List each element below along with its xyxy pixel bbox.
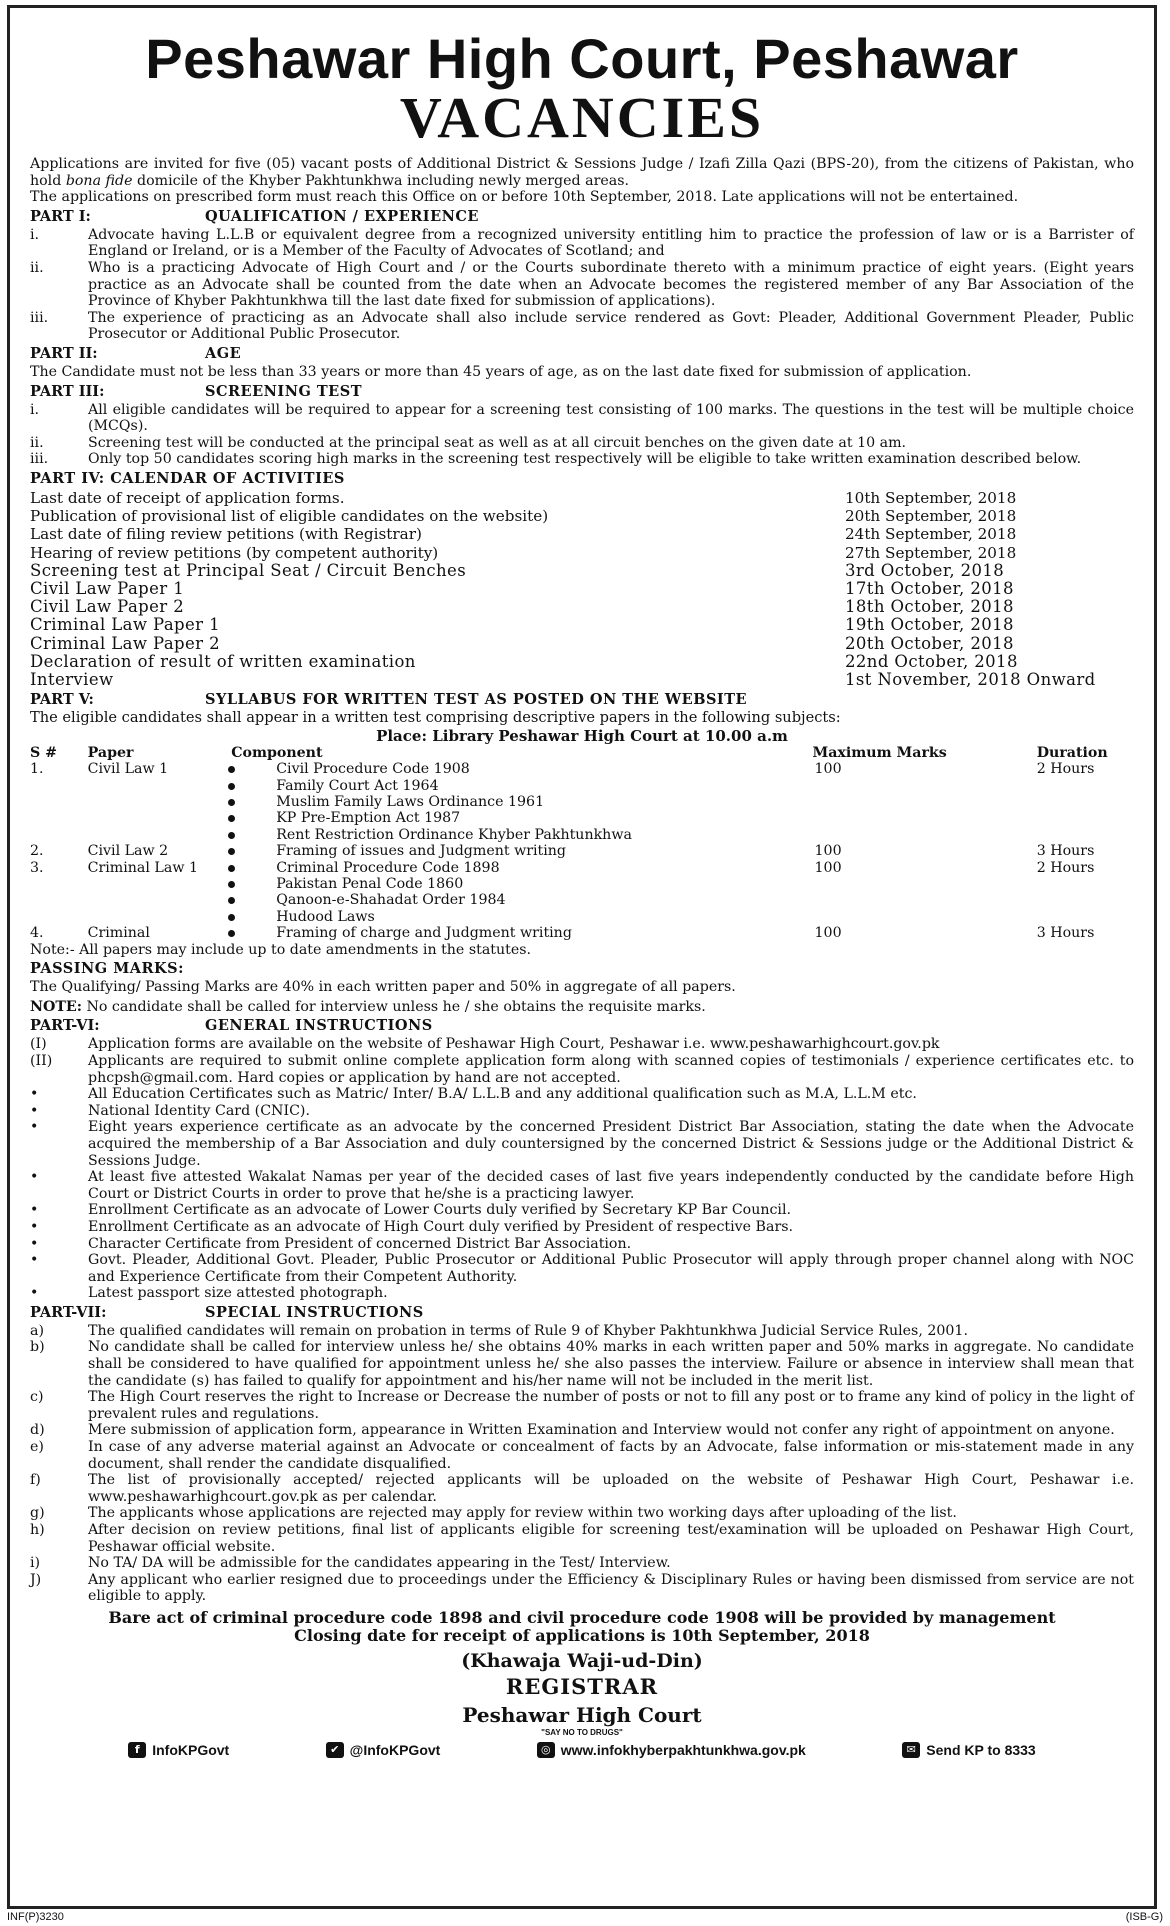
exam-place: Place: Library Peshawar High Court at 10.00 a.m (376, 726, 788, 745)
facebook-link[interactable]: f InfoKPGovt (128, 1742, 229, 1758)
calendar-date: 20th October, 2018 (845, 633, 1014, 653)
list-item (30, 402, 1134, 435)
list-marker: g) (30, 1505, 45, 1522)
syllabus-component: Muslim Family Laws Ordinance 1961 (276, 793, 545, 810)
list-text: No candidate shall be called for interview unless he/ she obtains 40% marks in each written paper and 50% marks in aggregate. No candidate shall be considered to have qualified for appointment unless he/ she also passes the interview. Failure or absence in interview shall mean that the candidate (s) has failed to qualify for appointment and his/her name will not be included in the merit list. (88, 1339, 1134, 1389)
calendar-row (30, 598, 1134, 616)
calendar-activity: Interview (30, 669, 114, 689)
syllabus-duration: 3 Hours (1036, 843, 1095, 860)
bullet-cell (228, 843, 276, 859)
calendar-date: 24th September, 2018 (845, 525, 1017, 544)
syllabus-marks (813, 909, 1037, 925)
part2-text: The Candidate must not be less than 33 years or more than 45 years of age, as on the last date fixed for submission of application. (30, 363, 972, 380)
list-marker: f) (30, 1472, 41, 1489)
calendar-activity: Criminal Law Paper 1 (30, 615, 221, 635)
list-text: The qualified candidates will remain on probation in terms of Rule 9 of Khyber Pakhtunkhwa Judicial Service Rules, 2001. (88, 1322, 968, 1339)
list-marker: ii. (30, 434, 44, 451)
syllabus-sno (30, 909, 88, 925)
calendar-date: 27th September, 2018 (845, 543, 1017, 562)
list-text: All Education Certificates such as Matric/ Inter/ B.A/ L.L.B and any additional qualification such as M.A, L.L.M etc. (88, 1086, 917, 1103)
bullet-cell (228, 909, 276, 925)
syllabus-duration (1037, 909, 1140, 925)
part3-list (30, 402, 1134, 468)
advertisement-page (7, 5, 1157, 1909)
syllabus-sno: 1. (30, 761, 44, 778)
syllabus-sno (30, 778, 88, 794)
list-marker: • (30, 1086, 39, 1103)
syllabus-sno (30, 794, 88, 810)
bullet-icon (228, 832, 235, 839)
bullet-cell (228, 925, 276, 941)
list-text: Govt. Pleader, Additional Govt. Pleader, Public Prosecutor or Additional Public Prosecutor will apply through proper channel along with NOC and Experience Certificate from their Competent Authority. (88, 1252, 1134, 1285)
calendar-row (30, 616, 1134, 634)
list-text: The experience of practicing as an Advocate shall also include service rendered as Govt: Pleader, Additional Government Pleader, Public Prosecutor or Additional Public Prosecutor. (88, 309, 1134, 343)
calendar-row (30, 525, 1134, 543)
list-text: Any applicant who earlier resigned due to proceedings under the Efficiency & Disciplinary Rules or having been dismissed from service are not eligible to apply. (88, 1571, 1134, 1605)
list-item (30, 1219, 1134, 1236)
bullet-cell (228, 761, 276, 777)
syllabus-table (30, 745, 1140, 942)
calendar-row (30, 580, 1134, 598)
bullet-icon (228, 865, 235, 872)
intro-paragraph: Applications are invited for five (05) vacant posts of Additional District & Sessions Judge / Izafi Zilla Qazi (BPS-20), from the citizens of Pakistan, who hold bona fide domicile of the Khyber Pakhtunkhwa including newly merged areas. (30, 156, 1134, 189)
list-marker: iii. (30, 451, 49, 468)
sms-icon: ✉ (902, 1742, 920, 1758)
list-item (30, 1252, 1134, 1285)
part3-heading: PART III: SCREENING TEST (30, 382, 362, 400)
syllabus-component: Hudood Laws (276, 908, 375, 925)
syllabus-paper (88, 909, 229, 925)
part1-heading: PART I: QUALIFICATION / EXPERIENCE (30, 207, 479, 225)
syllabus-component: Qanoon-e-Shahadat Order 1984 (276, 892, 506, 909)
col-duration: Duration (1036, 744, 1108, 761)
website-link[interactable]: ◎ www.infokhyberpakhtunkhwa.gov.pk (537, 1742, 806, 1758)
closing-date: Closing date for receipt of applications is 10th September, 2018 (294, 1625, 870, 1645)
syllabus-paper (88, 778, 229, 794)
part6-heading: PART-VI: GENERAL INSTRUCTIONS (30, 1017, 433, 1035)
list-marker: d) (30, 1422, 45, 1439)
part6-list (30, 1036, 1134, 1302)
list-item (30, 1036, 1134, 1053)
list-item (30, 1169, 1134, 1202)
part1-list (30, 227, 1134, 343)
calendar-activity: Publication of provisional list of eligible candidates on the website) (30, 507, 549, 526)
list-text: At least five attested Wakalat Namas per year of the decided cases of last five years independently conducted by the candidate before High Court or District Courts in order to prove that he/she is a practicing lawyer. (88, 1169, 1134, 1202)
list-item (30, 1572, 1134, 1605)
list-marker: • (30, 1252, 39, 1269)
syllabus-marks (813, 778, 1037, 794)
syllabus-marks: 100 (814, 859, 842, 876)
syllabus-marks (813, 810, 1037, 826)
syllabus-sno: 4. (30, 925, 44, 942)
syllabus-paper: Civil Law 1 (87, 761, 169, 778)
bullet-icon (228, 881, 235, 888)
list-item (30, 1285, 1134, 1302)
list-text: The High Court reserves the right to Increase or Decrease the number of posts or not to fill any post or to frame any kind of policy in the light of prevalent rules and regulations. (88, 1389, 1134, 1422)
syllabus-marks: 100 (814, 761, 842, 778)
bullet-icon (228, 897, 235, 904)
calendar-date: 10th September, 2018 (845, 488, 1017, 507)
syllabus-row (30, 860, 1140, 876)
bullet-cell (228, 810, 276, 826)
bullet-icon (228, 783, 235, 790)
list-marker: J) (30, 1571, 42, 1588)
calendar-row (30, 653, 1134, 671)
syllabus-sno: 2. (30, 843, 44, 860)
slogan: "SAY NO TO DRUGS" (541, 1727, 623, 1737)
syllabus-paper: Criminal (87, 925, 150, 942)
syllabus-paper: Civil Law 2 (87, 843, 169, 860)
calendar-row (30, 544, 1134, 562)
list-marker: b) (30, 1339, 45, 1356)
syllabus-paper (88, 892, 229, 908)
syllabus-duration: 3 Hours (1036, 925, 1095, 942)
syllabus-component: Civil Procedure Code 1908 (276, 761, 470, 778)
syllabus-row (30, 778, 1140, 794)
syllabus-component: Framing of issues and Judgment writing (276, 843, 567, 860)
list-marker: • (30, 1235, 39, 1252)
list-text: Advocate having L.L.B or equivalent degree from a recognized university entitling him to practice the profession of law or is a Barrister of England or Ireland, or is a Member of the Faculty of Advocates of Scotland; and (88, 226, 1134, 260)
list-marker: (I) (30, 1036, 47, 1053)
bullet-cell (228, 778, 276, 794)
social-links (80, 1742, 1084, 1758)
list-item (30, 1472, 1134, 1505)
syllabus-paper (88, 827, 229, 843)
calendar-activity: Last date of filing review petitions (with Registrar) (30, 525, 422, 544)
syllabus-marks: 100 (814, 925, 842, 942)
syllabus-component: KP Pre-Emption Act 1987 (276, 810, 461, 827)
calendar-row (30, 562, 1134, 580)
syllabus-duration (1037, 794, 1140, 810)
syllabus-duration (1037, 876, 1140, 892)
list-marker: i. (30, 401, 40, 418)
calendar-date: 1st November, 2018 Onward (845, 669, 1096, 689)
bare-act-note: Bare act of criminal procedure code 1898 and civil procedure code 1908 will be provided by management (108, 1607, 1056, 1627)
list-text: Enrollment Certificate as an advocate of Lower Courts duly verified by Secretary KP Bar Council. (88, 1202, 792, 1219)
list-text: In case of any adverse material against an Advocate or concealment of facts by an Advocate, false information or mis-statement made in any document, shall render the candidate disqualified. (88, 1439, 1134, 1472)
list-marker: i) (30, 1555, 41, 1572)
syllabus-row (30, 892, 1140, 908)
list-text: The list of provisionally accepted/ rejected applicants will be uploaded on the website of Peshawar High Court, Peshawar i.e. www.peshawarhighcourt.gov.pk as per calendar. (88, 1472, 1134, 1505)
syllabus-paper (88, 794, 229, 810)
list-item (30, 310, 1134, 343)
syllabus-marks: 100 (814, 843, 842, 860)
list-text: Enrollment Certificate as an advocate of High Court duly verified by President of respective Bars. (88, 1218, 794, 1235)
list-item (30, 260, 1134, 310)
list-marker: • (30, 1102, 39, 1119)
list-marker: • (30, 1285, 39, 1302)
list-item (30, 1389, 1134, 1422)
list-marker: h) (30, 1522, 45, 1539)
part7-list (30, 1323, 1134, 1605)
part5-heading: PART V: SYLLABUS FOR WRITTEN TEST AS POSTED ON THE WEBSITE (30, 691, 748, 709)
syllabus-sno: 3. (30, 859, 44, 876)
list-marker: a) (30, 1322, 44, 1339)
syllabus-row (30, 810, 1140, 826)
syllabus-marks (813, 892, 1037, 908)
list-text: Latest passport size attested photograph. (88, 1285, 388, 1302)
calendar-activity: Hearing of review petitions (by competent authority) (30, 543, 439, 562)
list-marker: (II) (30, 1052, 53, 1069)
syllabus-marks (813, 827, 1037, 843)
syllabus-row (30, 925, 1140, 941)
list-item (30, 1422, 1134, 1439)
calendar-date: 17th October, 2018 (845, 578, 1014, 598)
list-marker: • (30, 1119, 39, 1136)
twitter-icon: ✔ (326, 1742, 344, 1758)
list-item (30, 435, 1134, 452)
col-sno: S # (30, 744, 58, 761)
calendar-date: 3rd October, 2018 (845, 560, 1005, 580)
page-title: Peshawar High Court, Peshawar (145, 27, 1019, 90)
list-item (30, 1323, 1134, 1340)
syllabus-duration (1037, 810, 1140, 826)
list-item (30, 1053, 1134, 1086)
facebook-icon: f (128, 1742, 146, 1758)
syllabus-paper (88, 810, 229, 826)
syllabus-component: Family Court Act 1964 (276, 777, 439, 794)
list-text: Applicants are required to submit online complete application form along with scanned copies of testimonials / experience certificates etc. to phcpsh@gmail.com. Hard copies or application by hand are not accepted. (88, 1052, 1134, 1086)
calendar-date: 18th October, 2018 (845, 597, 1014, 617)
list-text: Application forms are available on the website of Peshawar High Court, Peshawar i.e. www.peshawarhighcourt.gov.pk (88, 1036, 940, 1053)
syllabus-component: Criminal Procedure Code 1898 (276, 859, 500, 876)
col-component: Component (231, 744, 323, 761)
syllabus-header-row (30, 745, 1140, 761)
footer-codes (7, 1911, 1163, 1923)
calendar-row (30, 489, 1134, 507)
calendar-row (30, 635, 1134, 653)
calendar-row (30, 507, 1134, 525)
calendar-activity: Civil Law Paper 2 (30, 597, 185, 617)
twitter-link[interactable]: ✔ @InfoKPGovt (326, 1742, 441, 1758)
intro-deadline: The applications on prescribed form must reach this Office on or before 10th September, 2018. Late applications will not be entertained. (30, 189, 1019, 206)
syllabus-component: Rent Restriction Ordinance Khyber Pakhtunkhwa (276, 826, 632, 843)
list-item (30, 1339, 1134, 1389)
syllabus-sno (30, 827, 88, 843)
calendar-row (30, 671, 1134, 689)
syllabus-row (30, 876, 1140, 892)
list-marker: ii. (30, 259, 44, 276)
bullet-cell (228, 860, 276, 876)
list-marker: iii. (30, 309, 49, 326)
list-marker: • (30, 1169, 39, 1186)
syllabus-row (30, 827, 1140, 843)
syllabus-duration (1037, 827, 1140, 843)
signatory-name: (Khawaja Waji-ud-Din) (461, 1649, 703, 1672)
syllabus-row (30, 843, 1140, 859)
bullet-cell (228, 794, 276, 810)
calendar-activity: Declaration of result of written examination (30, 651, 416, 671)
syllabus-duration (1037, 892, 1140, 908)
syllabus-row (30, 761, 1140, 777)
calendar-date: 19th October, 2018 (845, 615, 1014, 635)
signatory-court: Peshawar High Court (462, 1702, 702, 1727)
list-item (30, 1555, 1134, 1572)
list-text: Who is a practicing Advocate of High Court and / or the Courts subordinate thereto with a minimum practice of eight years. (Eight years practice as an Advocate shall be counted from the date when an Advocate becomes the registered member of any Bar Association of the Province of Khyber Pakhtunkhwa till the last date fixed for submission of applications). (88, 259, 1134, 310)
signatory-designation: REGISTRAR (505, 1673, 659, 1699)
interview-note: NOTE: No candidate shall be called for interview unless he / she obtains the requisite marks. (30, 998, 706, 1015)
list-text: Screening test will be conducted at the principal seat as well as at all circuit benches on the given date at 10 am. (88, 434, 907, 451)
page-subtitle: VACANCIES (399, 85, 765, 150)
syllabus-paper (88, 876, 229, 892)
list-item (30, 1439, 1134, 1472)
col-paper: Paper (87, 744, 134, 761)
syllabus-duration (1037, 778, 1140, 794)
calendar-activity: Last date of receipt of application forms. (30, 488, 345, 507)
list-text: National Identity Card (CNIC). (88, 1102, 310, 1119)
syllabus-marks (813, 794, 1037, 810)
bullet-icon (228, 815, 235, 822)
syllabus-row (30, 909, 1140, 925)
bullet-icon (228, 799, 235, 806)
list-marker: • (30, 1218, 39, 1235)
calendar-date: 20th September, 2018 (845, 507, 1017, 526)
list-text: All eligible candidates will be required to appear for a screening test consisting of 100 marks. The questions in the test will be multiple choice (MCQs). (88, 401, 1134, 435)
syllabus-sno (30, 876, 88, 892)
bullet-icon (228, 766, 235, 773)
list-text: The applicants whose applications are rejected may apply for review within two working days after uploading of the list. (88, 1505, 957, 1522)
syllabus-note: Note:- All papers may include up to date amendments in the statutes. (30, 941, 532, 958)
bullet-cell (228, 876, 276, 892)
calendar-activity: Criminal Law Paper 2 (30, 633, 221, 653)
bureau-code: (ISB-G) (1125, 1911, 1163, 1923)
list-text: After decision on review petitions, final list of applicants eligible for screening test/examination will be uploaded on Peshawar High Court, Peshawar official website. (88, 1522, 1134, 1555)
bullet-icon (228, 848, 235, 855)
list-text: Character Certificate from President of concerned District Bar Association. (88, 1235, 632, 1252)
list-marker: • (30, 1202, 39, 1219)
bullet-icon (228, 930, 235, 937)
list-marker: i. (30, 226, 40, 243)
syllabus-component: Framing of charge and Judgment writing (276, 925, 572, 942)
list-item (30, 1522, 1134, 1555)
bullet-cell (228, 827, 276, 843)
syllabus-sno (30, 892, 88, 908)
bullet-cell (228, 892, 276, 908)
syllabus-component: Pakistan Penal Code 1860 (276, 875, 464, 892)
sms-info: ✉ Send KP to 8333 (902, 1742, 1035, 1758)
list-marker: e) (30, 1439, 44, 1456)
list-item (30, 1119, 1134, 1169)
list-item (30, 1505, 1134, 1522)
calendar-table (30, 489, 1134, 689)
list-item (30, 227, 1134, 260)
list-marker: c) (30, 1389, 44, 1406)
list-text: Eight years experience certificate as an advocate by the concerned President District Bar Association, stating the date when the Advocate acquired the membership of a Bar Association and duly countersigned by the concerned District & Sessions judge or the Additional District & Sessions Judge. (88, 1119, 1134, 1169)
release-code: INF(P)3230 (7, 1911, 64, 1923)
part2-heading: PART II: AGE (30, 344, 242, 362)
part5-intro: The eligible candidates shall appear in a written test comprising descriptive papers in the following subjects: (30, 709, 841, 727)
calendar-activity: Screening test at Principal Seat / Circuit Benches (30, 560, 467, 580)
list-text: Only top 50 candidates scoring high marks in the screening test respectively will be eligible to take written examination described below. (88, 451, 1082, 468)
list-item (30, 1086, 1134, 1103)
list-item (30, 1236, 1134, 1253)
list-item (30, 1202, 1134, 1219)
list-item (30, 451, 1134, 468)
part7-heading: PART-VII: SPECIAL INSTRUCTIONS (30, 1303, 424, 1321)
globe-icon: ◎ (537, 1742, 555, 1758)
list-item (30, 1103, 1134, 1120)
col-marks: Maximum Marks (812, 744, 947, 761)
calendar-date: 22nd October, 2018 (845, 651, 1018, 671)
part4-heading: PART IV: CALENDAR OF ACTIVITIES (30, 469, 345, 487)
syllabus-duration: 2 Hours (1036, 761, 1095, 778)
passing-marks-text: The Qualifying/ Passing Marks are 40% in each written paper and 50% in aggregate of all papers. (30, 979, 736, 996)
syllabus-duration: 2 Hours (1036, 859, 1095, 876)
syllabus-row (30, 794, 1140, 810)
list-text: No TA/ DA will be admissible for the candidates appearing in the Test/ Interview. (88, 1555, 671, 1572)
bullet-icon (228, 914, 235, 921)
calendar-activity: Civil Law Paper 1 (30, 578, 185, 598)
list-text: Mere submission of application form, appearance in Written Examination and Interview would not confer any right of appointment on anyone. (88, 1422, 1115, 1439)
syllabus-sno (30, 810, 88, 826)
passing-marks-heading: PASSING MARKS: (30, 960, 184, 978)
syllabus-paper: Criminal Law 1 (87, 859, 198, 876)
syllabus-marks (813, 876, 1037, 892)
